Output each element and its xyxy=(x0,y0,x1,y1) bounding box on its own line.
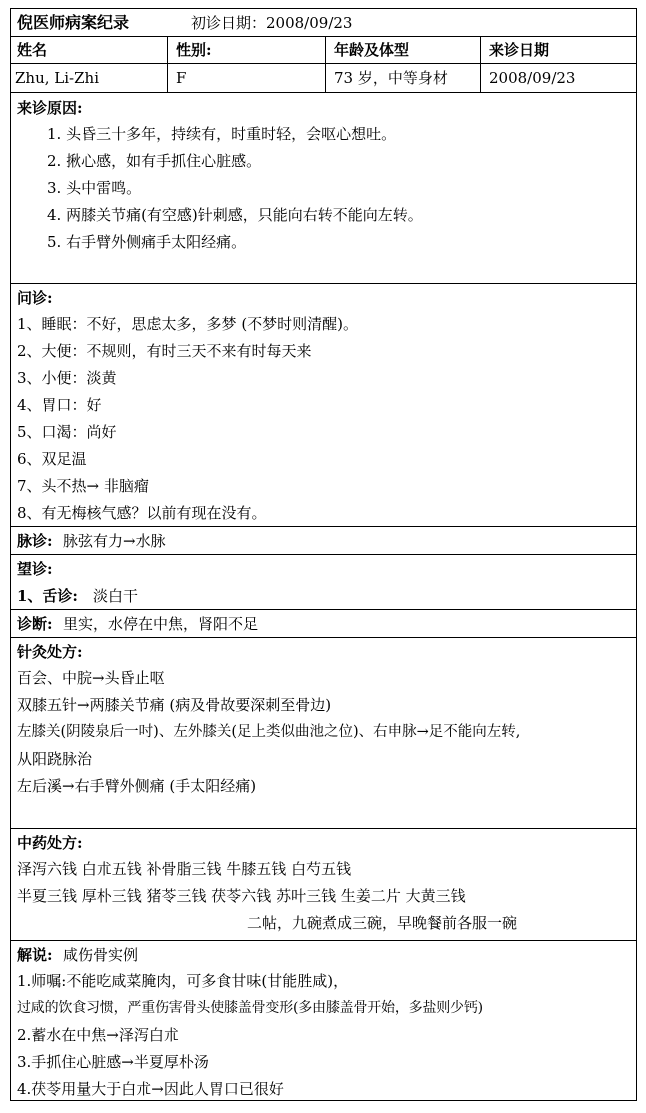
visit-date-value-cell xyxy=(481,64,636,92)
sex-header: 性别: xyxy=(176,41,212,59)
herbal-line: 泽泻六钱 白朮五钱 补骨脂三钱 牛膝五钱 白芍五钱 xyxy=(17,860,352,878)
sex-header-cell xyxy=(168,37,326,63)
inquiry-item: 6、双足温 xyxy=(17,450,87,468)
patient-age: 73 岁，中等身材 xyxy=(334,69,448,87)
explanation-intro: 咸伤骨实例 xyxy=(63,946,139,964)
acupuncture-line: 从阳跷脉治 xyxy=(17,750,93,768)
explanation-line: 3.手抓住心脏感→半夏厚朴汤 xyxy=(17,1053,209,1071)
reason-item: 4. 两膝关节痛(有空感)针刺感，只能向右转不能向左转。 xyxy=(47,206,423,224)
tongue-text: 淡白干 xyxy=(93,587,139,605)
sex-value-cell xyxy=(168,64,326,92)
explanation-line: 4.茯苓用量大于白朮→因此人胃口已很好 xyxy=(17,1080,284,1098)
herbal-line: 半夏三钱 厚朴三钱 猪苓三钱 茯苓六钱 苏叶三钱 生姜二片 大黄三钱 xyxy=(17,887,466,905)
inquiry-item: 8、有无梅核气感？以前有现在没有。 xyxy=(17,504,267,522)
acupuncture-section xyxy=(11,638,636,829)
tongue-label: 1、舌诊: xyxy=(17,587,78,605)
diagnosis-section xyxy=(11,610,636,638)
pulse-section xyxy=(11,527,636,555)
inquiry-item: 3、小便：淡黄 xyxy=(17,369,117,387)
inquiry-item: 1、睡眠：不好，思虑太多，多梦 (不梦时则清醒)。 xyxy=(17,315,359,333)
reason-title: 来诊原因: xyxy=(17,99,83,117)
reason-item: 1. 头昏三十多年，持续有，时重时轻，会呕心想吐。 xyxy=(47,125,397,143)
reason-item: 3. 头中雷鸣。 xyxy=(47,179,142,197)
diagnosis-label: 诊断: xyxy=(17,615,53,633)
patient-sex: F xyxy=(176,69,187,87)
acupuncture-line: 左后溪→右手臂外侧痛 (手太阳经痛) xyxy=(17,777,257,795)
reason-item: 5. 右手臂外侧痛手太阳经痛。 xyxy=(47,233,247,251)
name-value-cell xyxy=(11,64,168,92)
acupuncture-title: 针灸处方: xyxy=(17,643,83,661)
herbal-title: 中药处方: xyxy=(17,834,83,852)
acupuncture-line: 左膝关(阴陵泉后一吋)、左外膝关(足上类似曲池之位)、右申脉→足不能向左转, xyxy=(17,724,521,740)
case-record xyxy=(10,8,637,1101)
pulse-label: 脉诊: xyxy=(17,532,53,550)
inquiry-item: 5、口渴：尚好 xyxy=(17,423,117,441)
herbal-section xyxy=(11,829,636,941)
header-row xyxy=(11,9,636,37)
explanation-line: 2.蓄水在中焦→泽泻白朮 xyxy=(17,1026,179,1044)
name-header-cell xyxy=(11,37,168,63)
herbal-instructions: 二帖，九碗煮成三碗，早晚餐前各服一碗 xyxy=(247,914,518,932)
visit-date: 2008/09/23 xyxy=(489,69,576,87)
pulse-text: 脉弦有力→水脉 xyxy=(63,532,166,550)
explanation-section xyxy=(11,941,636,1100)
reason-section xyxy=(11,93,636,284)
explanation-label: 解说: xyxy=(17,946,53,964)
inquiry-item: 4、胃口：好 xyxy=(17,396,102,414)
acupuncture-line: 百会、中脘→头昏止呕 xyxy=(17,669,165,687)
visit-date-header-cell xyxy=(481,37,636,63)
inquiry-item: 7、头不热→ 非脑瘤 xyxy=(17,477,149,495)
age-header: 年龄及体型 xyxy=(334,41,410,59)
explanation-line: 1.师嘱:不能吃咸菜腌肉，可多食甘味(甘能胜咸)， xyxy=(17,972,349,990)
name-header: 姓名 xyxy=(17,41,48,59)
reason-item: 2. 揪心感，如有手抓住心脏感。 xyxy=(47,152,262,170)
age-header-cell xyxy=(326,37,481,63)
observation-section xyxy=(11,555,636,610)
patient-name: Zhu, Li-Zhi xyxy=(15,69,99,87)
diagnosis-text: 里实，水停在中焦，肾阳不足 xyxy=(63,615,259,633)
inquiry-section xyxy=(11,284,636,527)
inquiry-item: 2、大便：不规则，有时三天不来有时每天来 xyxy=(17,342,312,360)
patient-table-values xyxy=(11,64,636,93)
inquiry-title: 问诊: xyxy=(17,289,53,307)
acupuncture-line: 双膝五针→两膝关节痛 (病及骨故要深刺至骨边) xyxy=(17,696,332,714)
visit-date-header: 来诊日期 xyxy=(489,41,550,59)
age-value-cell xyxy=(326,64,481,92)
patient-table-header xyxy=(11,37,636,64)
explanation-line: 过咸的饮食习惯，严重伤害骨头使膝盖骨变形(多由膝盖骨开始，多盐则少钙) xyxy=(17,1000,483,1016)
first-visit-date: 初诊日期：2008/09/23 xyxy=(191,14,353,32)
record-title: 倪医师病案纪录 xyxy=(17,13,130,32)
observation-title: 望诊: xyxy=(17,560,53,578)
